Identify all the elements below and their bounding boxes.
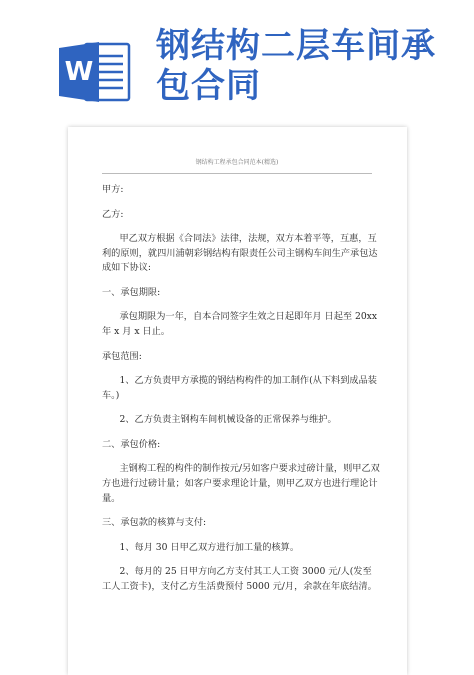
document-page — [68, 127, 407, 675]
payment-item-2: 2、每月的 25 日甲方向乙方支付其工人工资 3000 元/人(发至工人工资卡)，支付乙方生活费预付 5000 元/月，余款在年底结清。 — [102, 566, 377, 592]
section-2-heading: 二、承包价格: — [102, 438, 161, 450]
term-paragraph: 承包期限为一年，自本合同签字生效之日起即年月 日起至 20xx 年 x 月 x 日止。 — [102, 311, 378, 338]
document-body — [102, 183, 380, 604]
section-3-heading: 三、承包款的核算与支付: — [102, 517, 207, 529]
scope-heading: 承包范围: — [102, 350, 142, 362]
word-icon — [59, 40, 131, 104]
party-b-line: 乙方: — [102, 208, 124, 220]
price-paragraph: 主钢构工程的构件的制作按元/另如客户要求过磅计量，则甲乙双方也进行过磅计量；如客户要求理论计量，则甲乙双方也进行理论计量。 — [102, 463, 380, 504]
preamble-paragraph: 甲乙双方根据《合同法》法律，法规，双方本着平等，互惠，互利的原则，就四川浦朝彩钢结构有限责任公司主钢构车间生产承包达成如下协议: — [102, 233, 378, 274]
word-icon-letter: W — [64, 57, 94, 87]
payment-item-1: 1、每月 30 日甲乙双方进行加工量的核算。 — [119, 541, 300, 553]
promo-header — [0, 0, 474, 125]
section-1-heading: 一、承包期限: — [102, 286, 161, 298]
scope-item-2: 2、乙方负责主钢构车间机械设备的正常保养与维护。 — [119, 414, 337, 426]
running-header: 钢结构工程承包合同范本(精选) — [195, 159, 279, 166]
scope-item-1: 1、乙方负责甲方承揽的钢结构构件的加工制作(从下料到成品装车。) — [102, 375, 377, 401]
party-a-line: 甲方: — [102, 184, 124, 195]
header-divider — [102, 173, 372, 174]
document-title: 钢结构二层车间承包合同 — [156, 26, 436, 106]
